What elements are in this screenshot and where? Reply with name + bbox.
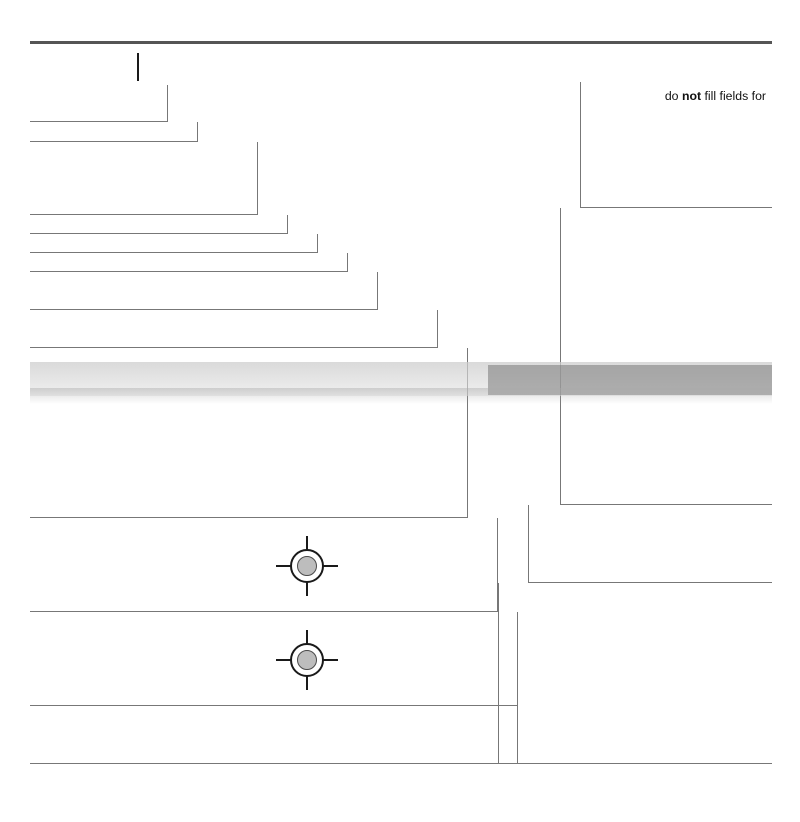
section-types-of-mounting: [30, 142, 258, 215]
option-w-line2: do not fill fields for: [664, 89, 766, 103]
section-piston-rod-end: [498, 583, 772, 764]
section-line-connection-head: [30, 518, 498, 612]
port-spoke-top: [306, 630, 308, 644]
section-component-series: [30, 310, 438, 348]
section-design-principle: [30, 272, 378, 310]
port-spoke-top: [306, 536, 308, 550]
port-spoke-left: [276, 565, 291, 567]
section-piston-rod-design: [30, 706, 518, 764]
section-porting-pattern: [30, 348, 468, 518]
port-spoke-bottom: [306, 676, 308, 690]
cushioning-heading: [529, 505, 772, 508]
port-circle-inner: [297, 556, 317, 576]
option-heading: [581, 82, 772, 85]
section-piston-diameter: [30, 215, 288, 234]
port-spoke-bottom: [306, 582, 308, 596]
section-seal-design: [560, 208, 772, 505]
section-stroke-length: [30, 253, 348, 272]
port-spoke-left: [276, 659, 291, 661]
port-diagram-head: [258, 530, 354, 604]
section-series: [30, 122, 198, 142]
port-spoke-right: [323, 565, 338, 567]
ordering-code-boxes: [137, 53, 139, 81]
section-end-position-cushioning: [528, 505, 772, 583]
port-circle-inner: [297, 650, 317, 670]
section-option: [580, 82, 772, 208]
section-line-connection-base: [30, 612, 518, 706]
title-divider: [30, 41, 772, 44]
seal-heading: [561, 208, 772, 210]
port-spoke-right: [323, 659, 338, 661]
line-head-codes: [375, 532, 483, 540]
rod-end-heading: [499, 583, 772, 586]
port-diagram-base: [258, 624, 354, 698]
section-double-acting-cylinder: [30, 85, 168, 122]
section-piston-rod-diameter: [30, 234, 318, 253]
line-base-codes: [395, 626, 503, 634]
